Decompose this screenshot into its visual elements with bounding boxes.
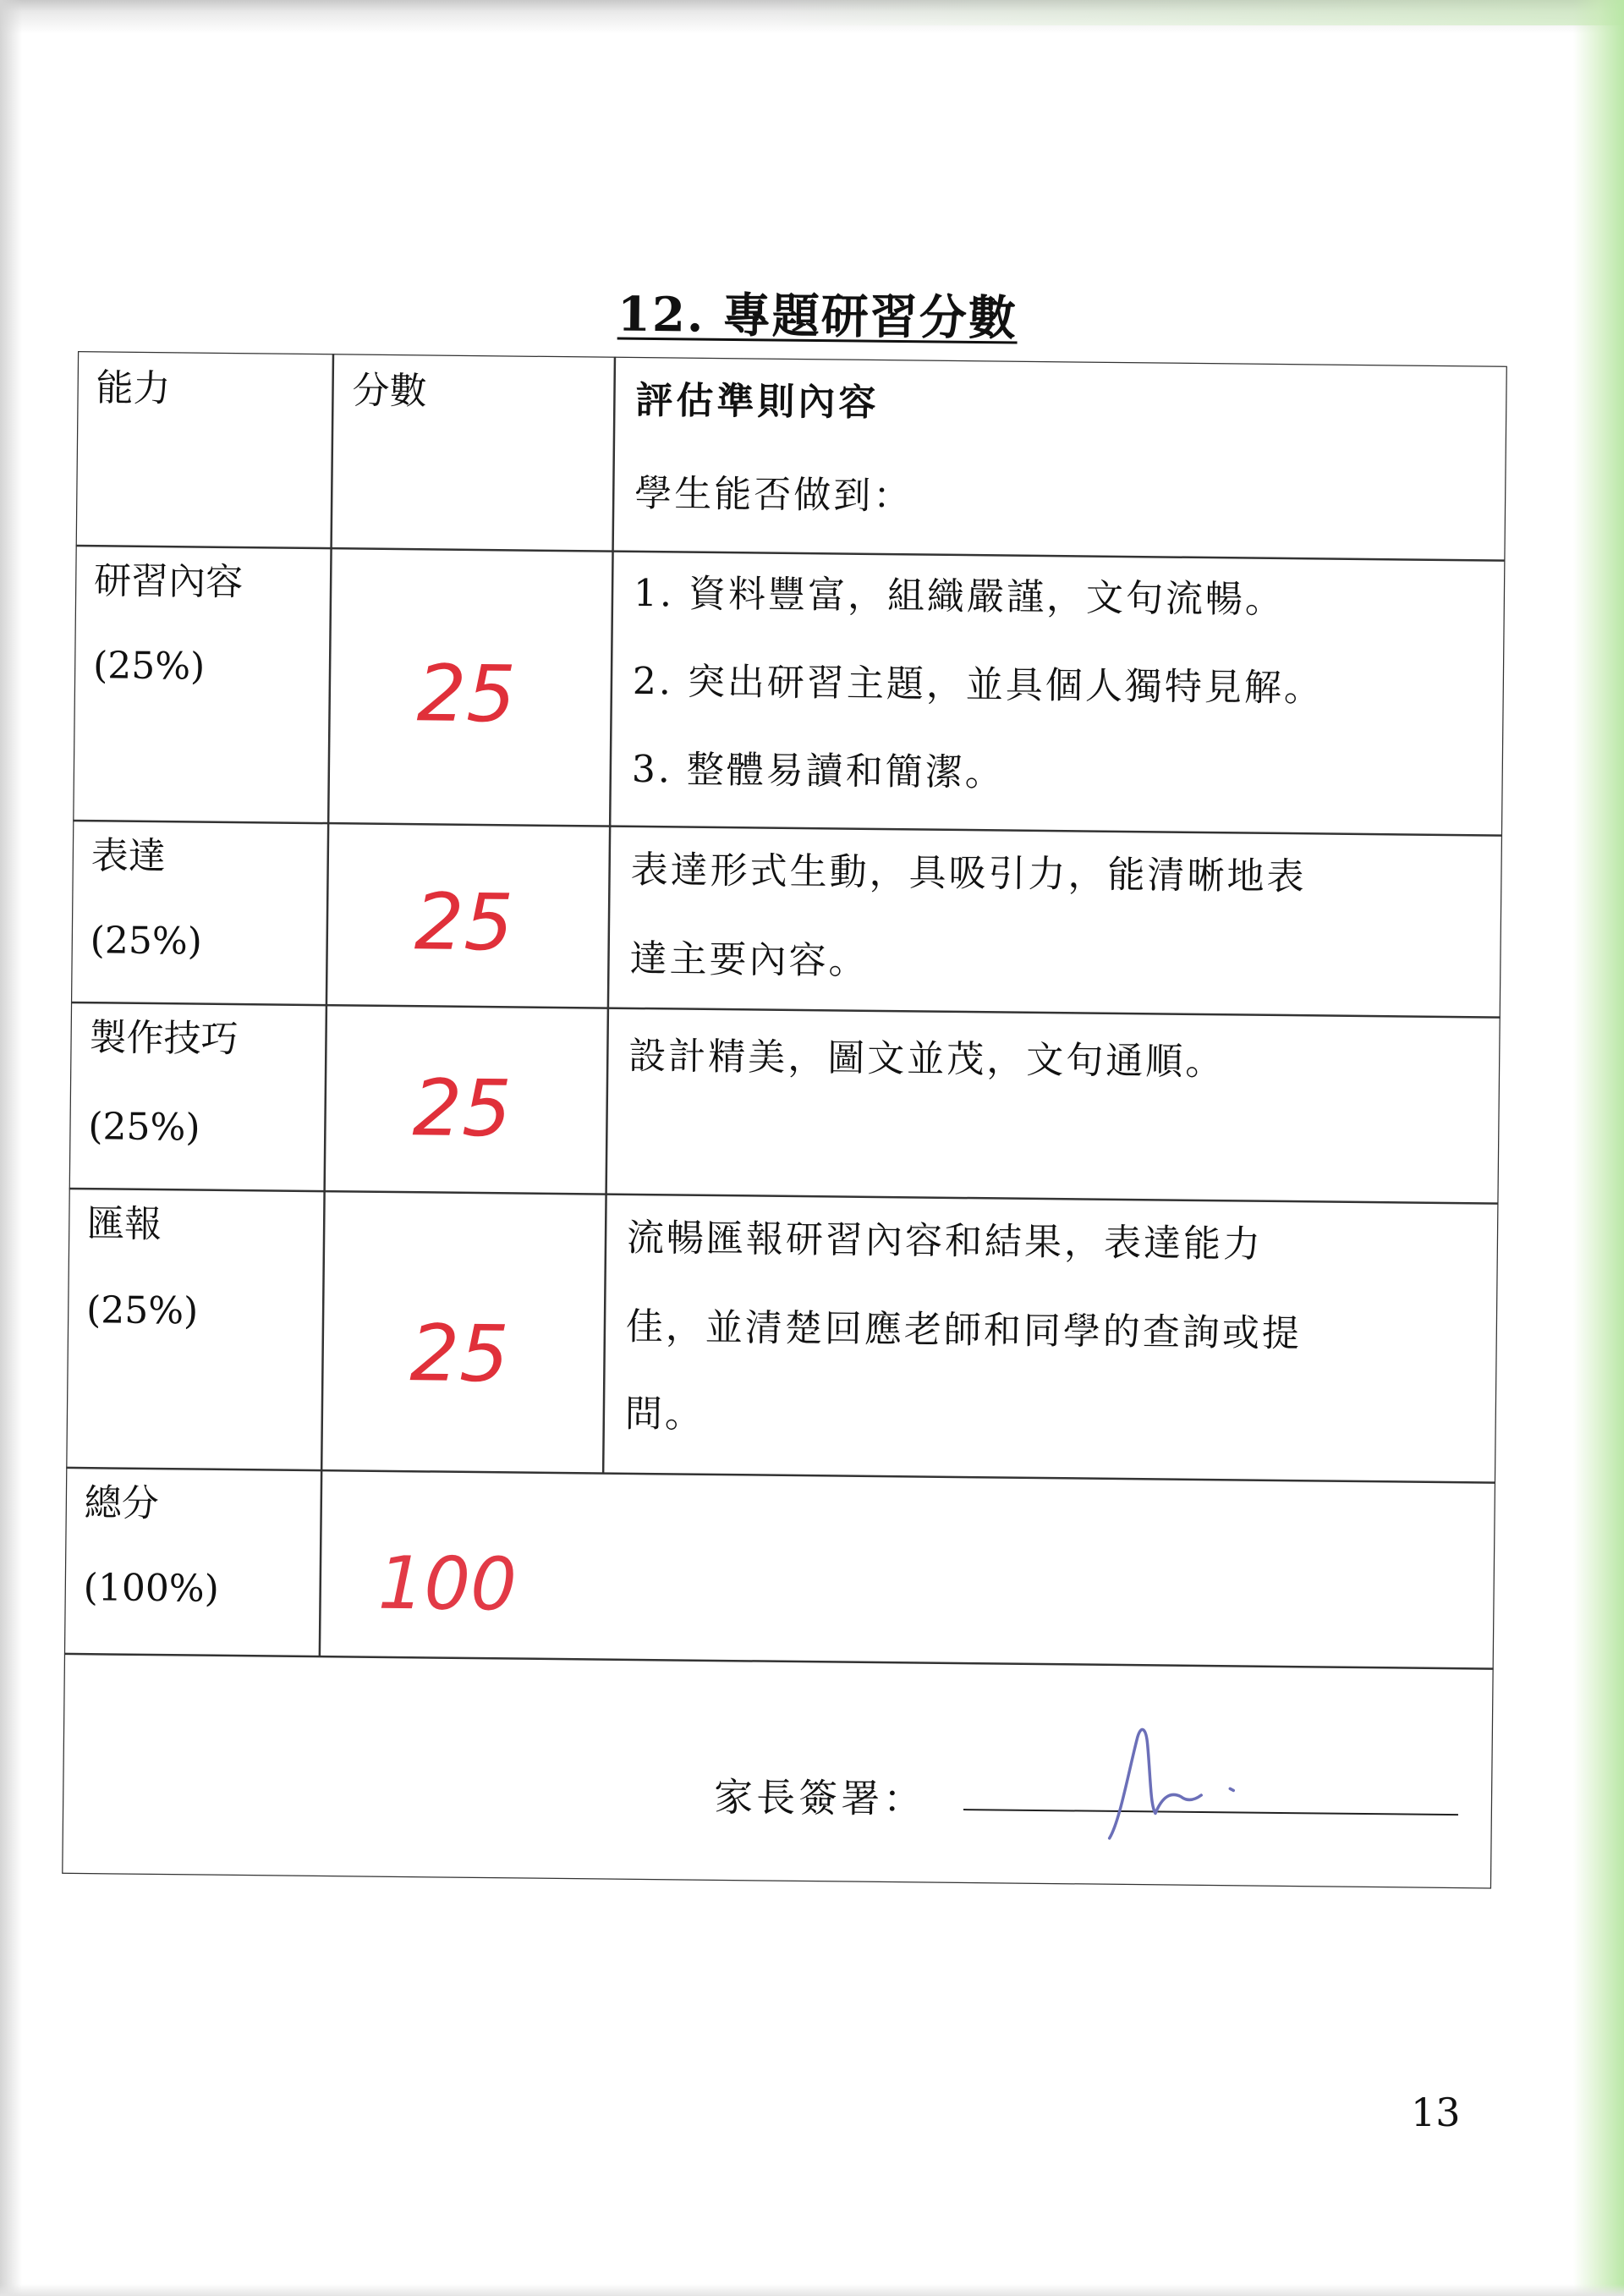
- criterion-line: 問。: [624, 1392, 705, 1436]
- handwritten-score: 25: [414, 876, 514, 969]
- page-title: 12. 專題研習分數: [617, 286, 1018, 347]
- header-ability: 能力: [96, 366, 171, 411]
- ability-weight: (25%): [90, 919, 203, 964]
- criterion-line: 流暢匯報研習內容和結果，表達能力: [626, 1216, 1264, 1266]
- handwritten-score: 25: [409, 1308, 510, 1400]
- handwritten-score: 25: [412, 1063, 513, 1155]
- parent-signature-label: 家長簽署：: [713, 1773, 926, 1822]
- ability-label: 表達: [91, 834, 167, 879]
- criterion-line: 達主要內容。: [629, 937, 869, 983]
- criterion-line: 佳，並清楚回應老師和同學的查詢或提: [625, 1305, 1303, 1356]
- criterion-line: 表達形式生動，具吸引力，能清晰地表: [630, 848, 1307, 899]
- ability-weight: (25%): [92, 644, 206, 689]
- scan-edge-left: [0, 0, 22, 2296]
- criterion-line: 設計精美，圖文並茂，文句通順。: [628, 1034, 1226, 1085]
- handwritten-score: 25: [416, 648, 517, 740]
- handwritten-total-score: 100: [377, 1541, 518, 1628]
- total-label: 總分: [84, 1481, 160, 1526]
- ability-label: 製作技巧: [89, 1016, 239, 1062]
- scan-edge-right: [1573, 0, 1624, 2296]
- header-criteria-subtitle: 學生能否做到：: [634, 471, 914, 519]
- scan-edge-tint: [778, 0, 1624, 25]
- parent-signature: [1103, 1720, 1299, 1848]
- criterion-line: 1. 資料豐富，組織嚴謹，文句流暢。: [633, 571, 1286, 622]
- header-criteria: 評估準則內容: [635, 378, 880, 425]
- ability-weight: (25%): [88, 1105, 200, 1150]
- score-form: [62, 351, 1507, 1889]
- ability-label: 匯報: [86, 1202, 162, 1247]
- ability-label: 研習內容: [93, 559, 244, 605]
- scan-edge-bottom: [0, 2284, 1624, 2296]
- header-score: 分數: [352, 369, 427, 414]
- page-number: 13: [1411, 2090, 1461, 2135]
- total-weight: (100%): [83, 1566, 220, 1611]
- criterion-line: 3. 整體易讀和簡潔。: [631, 747, 1006, 795]
- ability-weight: (25%): [85, 1288, 199, 1333]
- criterion-line: 2. 突出研習主題，並具個人獨特見解。: [632, 659, 1325, 711]
